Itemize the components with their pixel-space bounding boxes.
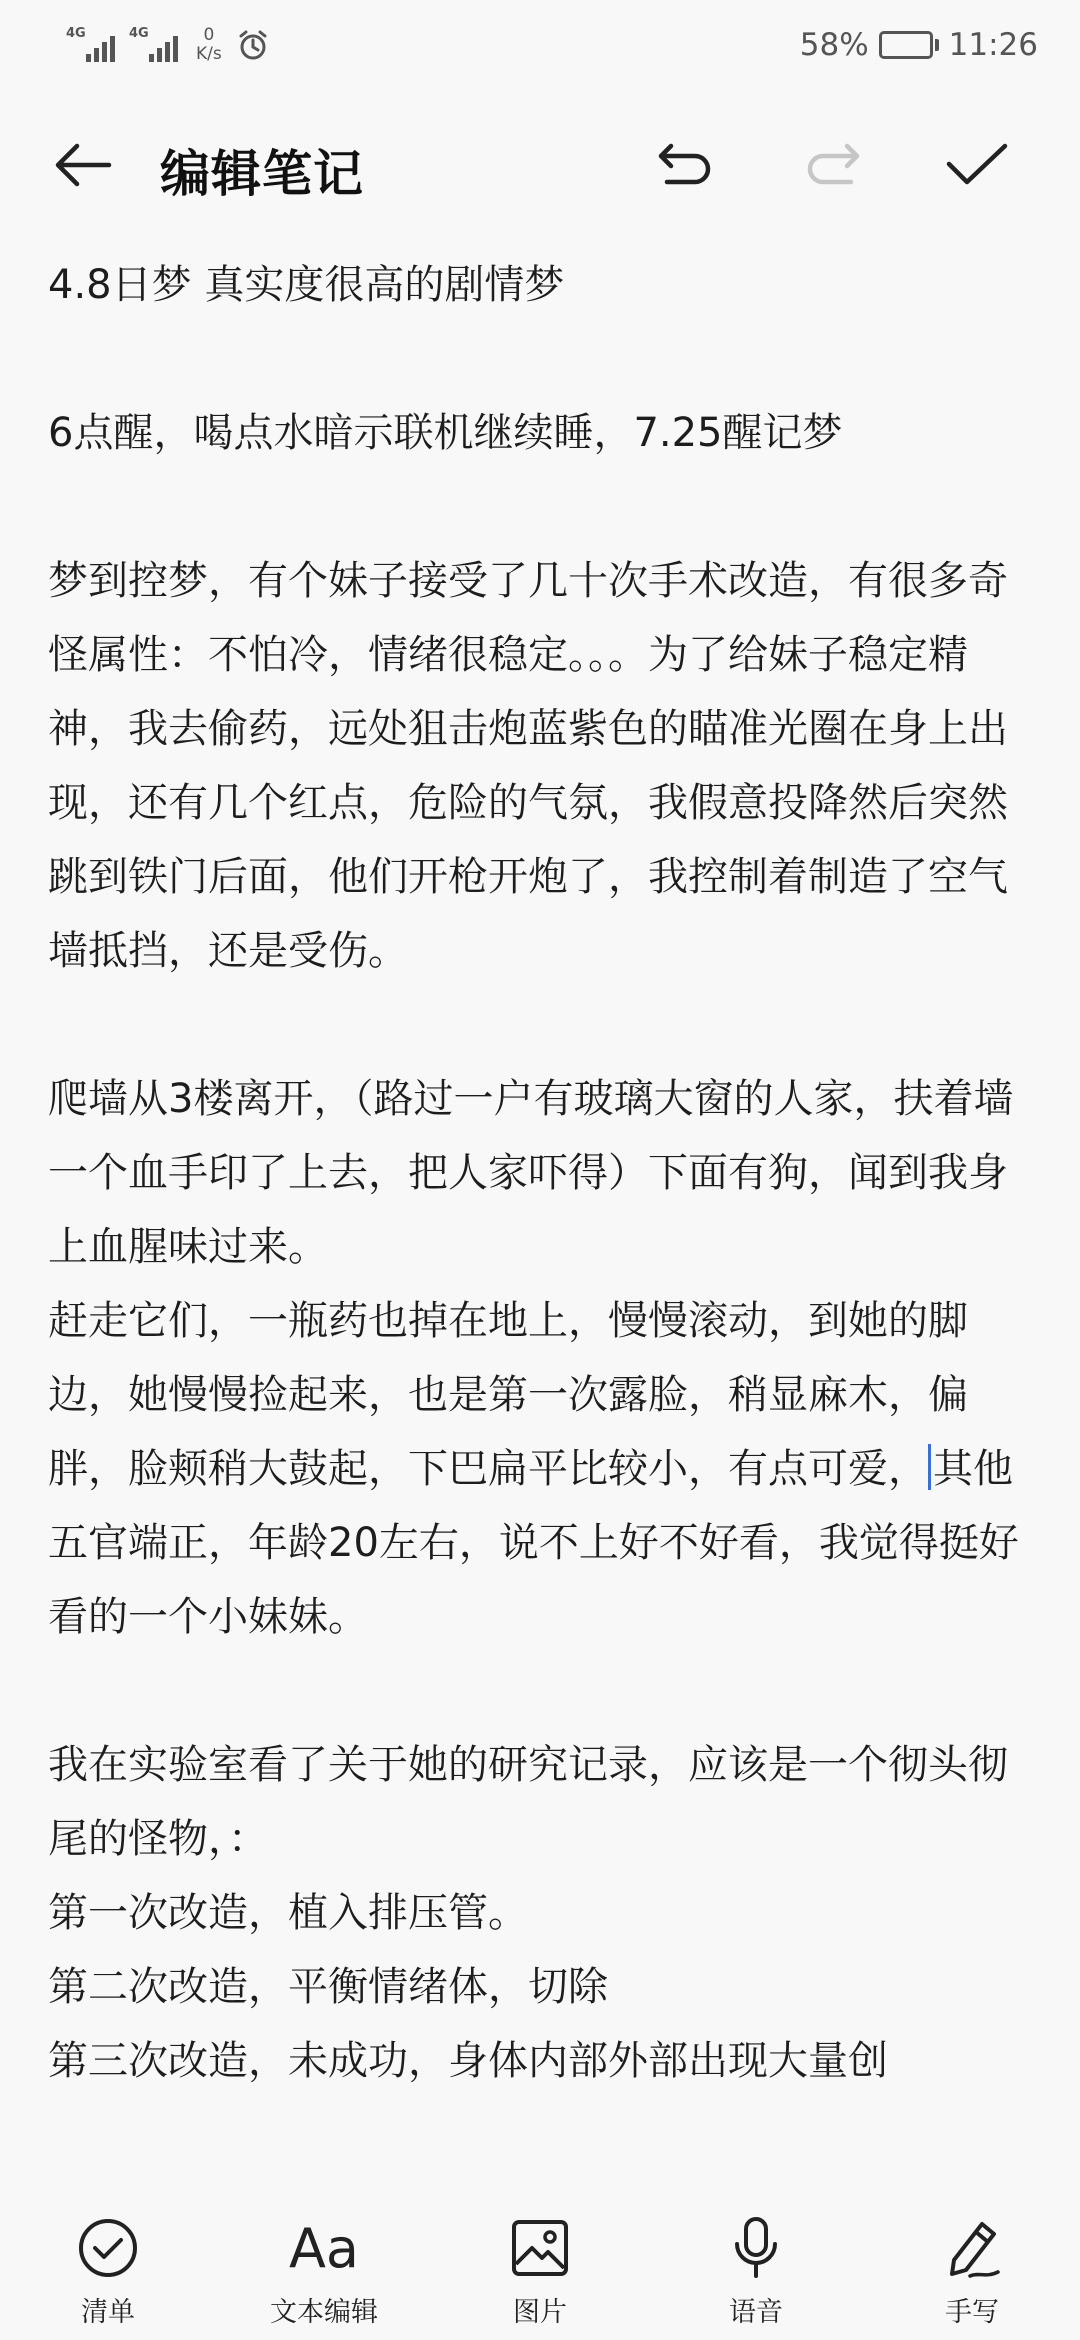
status-bar <box>0 0 1080 90</box>
status-left <box>66 26 270 64</box>
note-paragraph <box>48 1284 1038 1654</box>
handwriting-label: 手写 <box>945 2297 999 2328</box>
network-speed-value: 0 <box>203 25 215 45</box>
signal-icon <box>66 28 115 62</box>
network-speed <box>196 26 222 64</box>
text-format-button[interactable] <box>224 2210 424 2329</box>
note-paragraph: 爬墙从3楼离开，（路过一户有玻璃大窗的人家，扶着墙一个血手印了上去，把人家吓得）下面有狗，闻到我身上血腥味过来。 <box>48 1076 1014 1270</box>
image-label: 图片 <box>513 2297 567 2328</box>
paragraph-gap <box>48 322 1038 396</box>
battery-icon <box>879 31 939 59</box>
page-title: 编辑笔记 <box>160 145 364 203</box>
paragraph-gap <box>48 470 1038 544</box>
voice-button[interactable] <box>656 2210 856 2329</box>
undo-button[interactable] <box>650 132 720 198</box>
microphone-icon <box>732 2216 780 2280</box>
redo-button[interactable] <box>798 132 868 198</box>
checklist-button[interactable] <box>8 2210 208 2329</box>
handwriting-icon <box>940 2216 1004 2280</box>
signal-type-label: 4G <box>66 26 86 41</box>
network-speed-unit: K/s <box>196 44 222 64</box>
image-icon <box>510 2218 570 2278</box>
note-paragraph: 6点醒，喝点水暗示联机继续睡，7.25醒记梦 <box>48 410 843 456</box>
note-paragraph: 第三次改造，未成功，身体内部外部出现大量创 <box>48 2038 888 2084</box>
undo-icon <box>657 142 713 188</box>
note-text-before-cursor: 赶走它们，一瓶药也掉在地上，慢慢滚动，到她的脚边，她慢慢捡起来，也是第一次露脸，稍显麻木，偏胖，脸颊稍大鼓起，下巴扁平比较小，有点可爱， <box>48 1298 968 1492</box>
checklist-label: 清单 <box>81 2297 135 2328</box>
note-paragraph: 第二次改造，平衡情绪体，切除 <box>48 1964 608 2010</box>
text-format-label: 文本编辑 <box>270 2297 378 2328</box>
paragraph-gap <box>48 1654 1038 1728</box>
note-paragraph: 第一次改造，植入排压管。 <box>48 1890 528 1936</box>
note-paragraph: 4.8日梦 真实度很高的剧情梦 <box>48 262 565 308</box>
voice-label: 语音 <box>729 2297 783 2328</box>
check-icon <box>945 140 1009 190</box>
battery-percent: 58% <box>799 27 869 63</box>
checklist-icon <box>77 2217 139 2279</box>
note-text-after-cursor: 其他五官端正，年龄20左右，说不上好不好看，我觉得挺好看的一个小妹妹。 <box>48 1446 1019 1640</box>
note-paragraph: 我在实验室看了关于她的研究记录，应该是一个彻头彻尾的怪物，： <box>48 1742 1008 1862</box>
note-paragraph: 梦到控梦，有个妹子接受了几十次手术改造，有很多奇怪属性：不怕冷，情绪很稳定。。。为了给妹子稳定精神，我去偷药，远处狙击炮蓝紫色的瞄准光圈在身上出现，还有几个红点，危险的气氛，我假意投降然后突然跳到铁门后面，他们开枪开炮了，我控制着制造了空气墙抵挡，还是受伤。 <box>48 558 1008 974</box>
bottom-toolbar <box>0 2210 1080 2340</box>
handwriting-button[interactable] <box>872 2210 1072 2329</box>
alarm-icon <box>236 28 270 62</box>
text-format-icon: Aa <box>288 2216 360 2280</box>
signal-icon <box>129 28 178 62</box>
back-arrow-icon <box>53 140 113 190</box>
back-button[interactable] <box>50 132 116 198</box>
status-right <box>800 27 1038 63</box>
paragraph-gap <box>48 988 1038 1062</box>
confirm-button[interactable] <box>942 132 1012 198</box>
text-cursor <box>928 1444 931 1490</box>
signal-type-label: 4G <box>129 26 149 41</box>
redo-icon <box>805 142 861 188</box>
note-body-editor[interactable] <box>48 248 1038 2198</box>
clock: 11:26 <box>948 27 1038 63</box>
title-bar <box>0 110 1080 220</box>
image-button[interactable] <box>440 2210 640 2329</box>
